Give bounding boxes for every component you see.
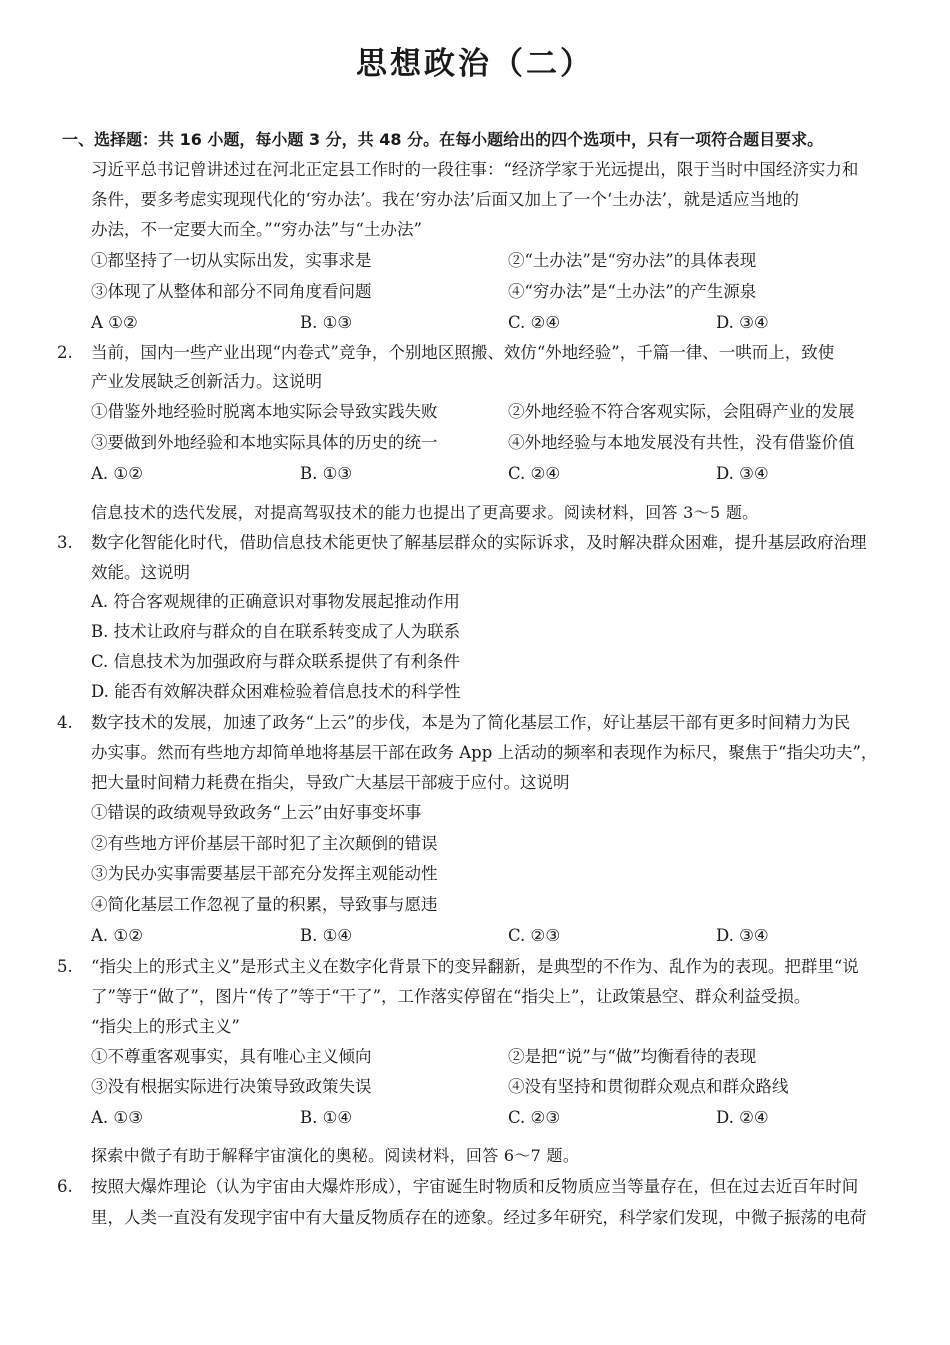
- q2-item-4: ④外地经验与本地发展没有共性，没有借鉴价值: [508, 433, 855, 452]
- q4-choice-b: B. ①④: [300, 926, 353, 945]
- q5-item-2: ②是把“说”与“做”均衡看待的表现: [508, 1047, 757, 1066]
- q6-number: 6.: [57, 1177, 73, 1196]
- q2-item-1: ①借鉴外地经验时脱离本地实际会导致实践失败: [91, 402, 438, 421]
- q5-stem-line-1: “指尖上的形式主义”是形式主义在数字化背景下的变异翻新，是典型的不作为、乱作为的表现。把群里“说: [91, 957, 859, 976]
- q1-stem-line-3: 办法，不一定要大而全。”“穷办法”与“土办法”: [91, 220, 422, 239]
- q3-choice-c: C. 信息技术为加强政府与群众联系提供了有利条件: [91, 652, 461, 671]
- q2-stem-line-2: 产业发展缺乏创新活力。这说明: [91, 372, 322, 391]
- q1-item-1: ①都坚持了一切从实际出发，实事求是: [91, 251, 372, 270]
- q5-choice-a: A. ①③: [91, 1108, 143, 1127]
- q4-item-4: ④简化基层工作忽视了量的积累，导致事与愿违: [91, 895, 438, 914]
- q2-choice-a: A. ①②: [91, 464, 143, 483]
- q3-choice-b: B. 技术让政府与群众的自在联系转变成了人为联系: [91, 622, 461, 641]
- q4-item-1: ①错误的政绩观导致政务“上云”由好事变坏事: [91, 803, 422, 822]
- q3-stem-line-1: 数字化智能化时代，借助信息技术能更快了解基层群众的实际诉求，及时解决群众困难，提升基层政府治理: [91, 533, 867, 552]
- q4-stem-line-1: 数字技术的发展，加速了政务“上云”的步伐，本是为了简化基层工作，好让基层干部有更多时间精力为民: [91, 713, 851, 732]
- section-heading: 一、选择题：共 16 小题，每小题 3 分，共 48 分。在每小题给出的四个选项中，只有一项符合题目要求。: [62, 130, 824, 149]
- q1-stem-line-1: 习近平总书记曾讲述过在河北正定县工作时的一段往事：“经济学家于光远提出，限于当时中国经济实力和: [91, 160, 859, 179]
- q5-choice-d: D. ②④: [716, 1108, 769, 1127]
- q2-number: 2.: [57, 343, 73, 362]
- q5-item-1: ①不尊重客观事实，具有唯心主义倾向: [91, 1047, 372, 1066]
- intro-3-5: 信息技术的迭代发展，对提高驾驭技术的能力也提出了更高要求。阅读材料，回答 3～5 题。: [91, 503, 759, 522]
- q5-choice-b: B. ①④: [300, 1108, 353, 1127]
- q1-item-4: ④“穷办法”是“土办法”的产生源泉: [508, 282, 757, 301]
- q1-item-3: ③体现了从整体和部分不同角度看问题: [91, 282, 372, 301]
- q1-choice-c: C. ②④: [508, 313, 561, 332]
- intro-6-7: 探索中微子有助于解释宇宙演化的奥秘。阅读材料，回答 6～7 题。: [91, 1146, 580, 1165]
- q2-choice-c: C. ②④: [508, 464, 561, 483]
- q1-choice-b: B. ①③: [300, 313, 353, 332]
- q5-number: 5.: [57, 957, 73, 976]
- q1-choice-a: A ①②: [91, 313, 138, 332]
- q4-number: 4.: [57, 713, 73, 732]
- q5-item-4: ④没有坚持和贯彻群众观点和群众路线: [508, 1077, 789, 1096]
- q2-item-3: ③要做到外地经验和本地实际具体的历史的统一: [91, 433, 438, 452]
- q2-choice-d: D. ③④: [716, 464, 769, 483]
- q6-stem-line-1: 按照大爆炸理论（认为宇宙由大爆炸形成），宇宙诞生时物质和反物质应当等量存在，但在过去近百年时间: [91, 1177, 859, 1196]
- q4-choice-d: D. ③④: [716, 926, 769, 945]
- q3-number: 3.: [57, 533, 73, 552]
- q4-item-2: ②有些地方评价基层干部时犯了主次颠倒的错误: [91, 834, 438, 853]
- q2-stem-line-1: 当前，国内一些产业出现“内卷式”竞争，个别地区照搬、效仿“外地经验”，千篇一律、一哄而上，致使: [91, 343, 835, 362]
- page-title: 思想政治（二）: [356, 46, 594, 82]
- q4-choice-c: C. ②③: [508, 926, 561, 945]
- q4-stem-line-2: 办实事。然而有些地方却简单地将基层干部在政务 App 上活动的频率和表现作为标尺，聚焦于“指尖功夫”，: [91, 743, 878, 762]
- q5-choice-c: C. ②③: [508, 1108, 561, 1127]
- q5-stem-line-3: “指尖上的形式主义”: [91, 1017, 240, 1036]
- q4-choice-a: A. ①②: [91, 926, 143, 945]
- q5-item-3: ③没有根据实际进行决策导致政策失误: [91, 1077, 372, 1096]
- q1-item-2: ②“土办法”是“穷办法”的具体表现: [508, 251, 757, 270]
- q4-item-3: ③为民办实事需要基层干部充分发挥主观能动性: [91, 864, 438, 883]
- q1-stem-line-2: 条件，要多考虑实现现代化的‘穷办法’。我在‘穷办法’后面又加上了一个‘土办法’，就是适应当地的: [91, 190, 799, 209]
- q3-choice-a: A. 符合客观规律的正确意识对事物发展起推动作用: [91, 592, 460, 611]
- q5-stem-line-2: 了”等于“做了”，图片“传了”等于“干了”，工作落实停留在“指尖上”，让政策悬空、群众利益受损。: [91, 987, 811, 1006]
- q1-choice-d: D. ③④: [716, 313, 769, 332]
- q4-stem-line-3: 把大量时间精力耗费在指尖，导致广大基层干部疲于应付。这说明: [91, 773, 570, 792]
- q3-stem-line-2: 效能。这说明: [91, 563, 190, 582]
- q6-stem-line-2: 里，人类一直没有发现宇宙中有大量反物质存在的迹象。经过多年研究，科学家们发现，中微子振荡的电荷: [91, 1208, 867, 1227]
- q3-choice-d: D. 能否有效解决群众困难检验着信息技术的科学性: [91, 682, 461, 701]
- q2-choice-b: B. ①③: [300, 464, 353, 483]
- q2-item-2: ②外地经验不符合客观实际，会阻碍产业的发展: [508, 402, 855, 421]
